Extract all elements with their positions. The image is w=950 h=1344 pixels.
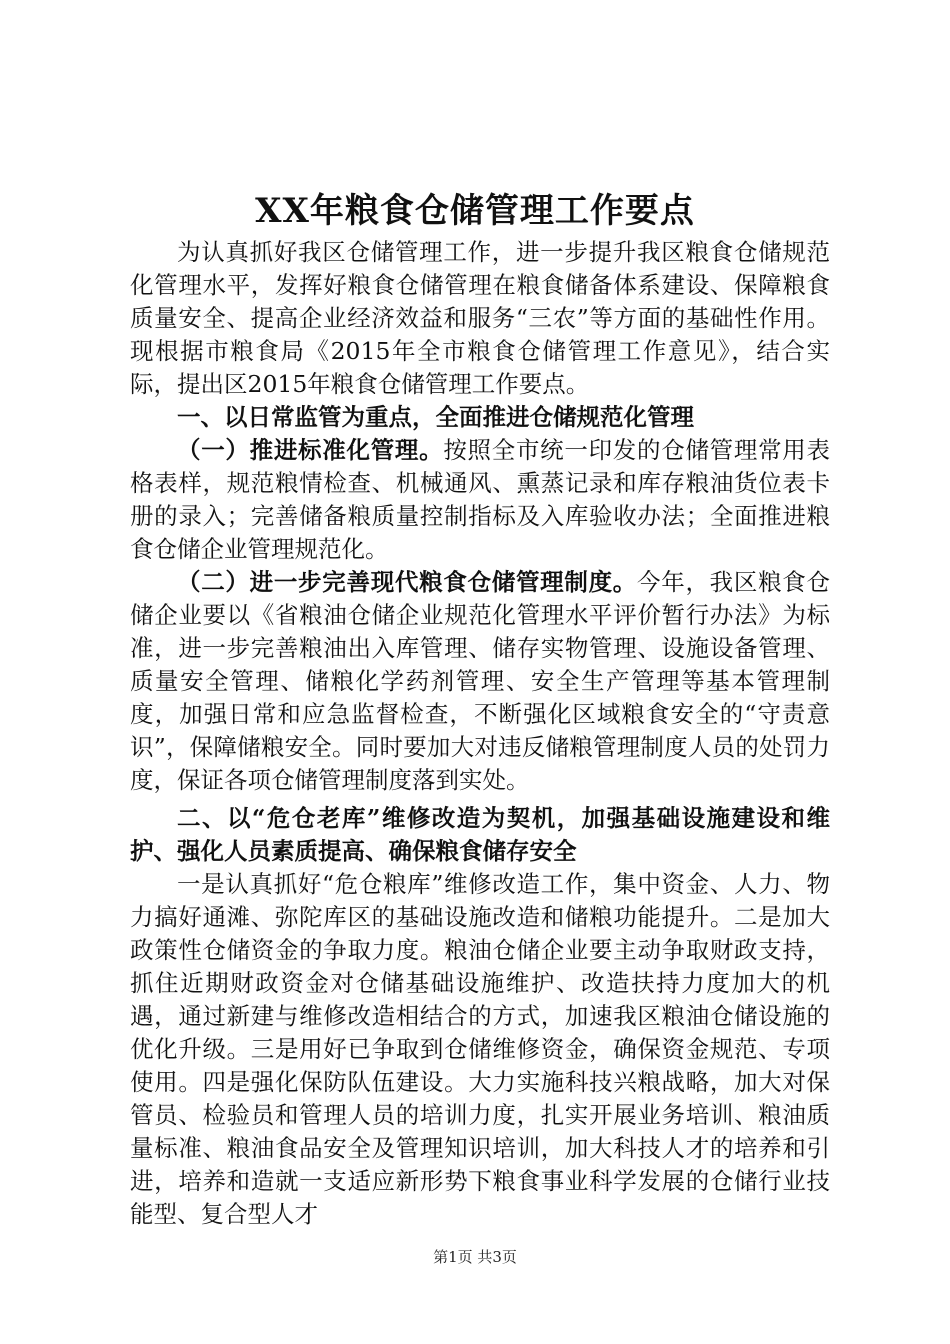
document-body [130,236,830,1231]
document-title: XX年粮食仓储管理工作要点 [255,191,695,231]
section-1-item-1 [130,434,830,566]
section-2-paragraph: 一是认真抓好“危仓粮库”维修改造工作，集中资金、人力、物力搞好通滩、弥陀库区的基础设施改造和储粮功能提升。二是加大政策性仓储资金的争取力度。粮油仓储企业要主动争取财政支持，抓住近期财政资金对仓储基础设施维护、改造扶持力度加大的机遇，通过新建与维修改造相结合的方式，加速我区粮油仓储设施的优化升级。三是用好已争取到仓储维修资金，确保资金规范、专项使用。四是强化保防队伍建设。大力实施科技兴粮战略，加大对保管员、检验员和管理人员的培训力度，扎实开展业务培训、粮油质量标准、粮油食品安全及管理知识培训，加大科技人才的培养和引进，培养和造就一支适应新形势下粮食事业科学发展的仓储行业技能型、复合型人才 [130,870,830,1228]
item-1-text: 按照全市统一印发的仓储管理常用表格表样，规范粮情检查、机械通风、熏蒸记录和库存粮油货位表卡册的录入；完善储备粮质量控制指标及入库验收办法；全面推进粮食仓储企业管理规范化。 [130,436,831,563]
section-1-heading: 一、以日常监管为重点，全面推进仓储规范化管理 [177,403,694,431]
item-2-text: 今年，我区粮食仓储企业要以《省粮油仓储企业规范化管理水平评价暂行办法》为标准，进一步完善粮油出入库管理、储存实物管理、设施设备管理、质量安全管理、储粮化学药剂管理、安全生产管理等基本管理制度，加强日常和应急监督检查，不断强化区域粮食安全的“守责意识”，保障储粮安全。同时要加大对违反储粮管理制度人员的处罚力度，保证各项仓储管理制度落到实处。 [130,568,831,794]
page-footer: 第1页 共3页 [433,1248,517,1266]
item-1-lead: （一）推进标准化管理。 [177,436,444,464]
section-1-item-2 [130,566,830,797]
item-2-lead: （二）进一步完善现代粮食仓储管理制度。 [177,568,638,596]
section-2-heading: 二、以“危仓老库”维修改造为契机，加强基础设施建设和维护、强化人员素质提高、确保粮食储存安全 [130,804,830,865]
intro-paragraph: 为认真抓好我区仓储管理工作，进一步提升我区粮食仓储规范化管理水平，发挥好粮食仓储管理在粮食储备体系建设、保障粮食质量安全、提高企业经济效益和服务“三农”等方面的基础性作用。现根据市粮食局《2015年全市粮食仓储管理工作意见》，结合实际，提出区2015年粮食仓储管理工作要点。 [130,238,830,398]
